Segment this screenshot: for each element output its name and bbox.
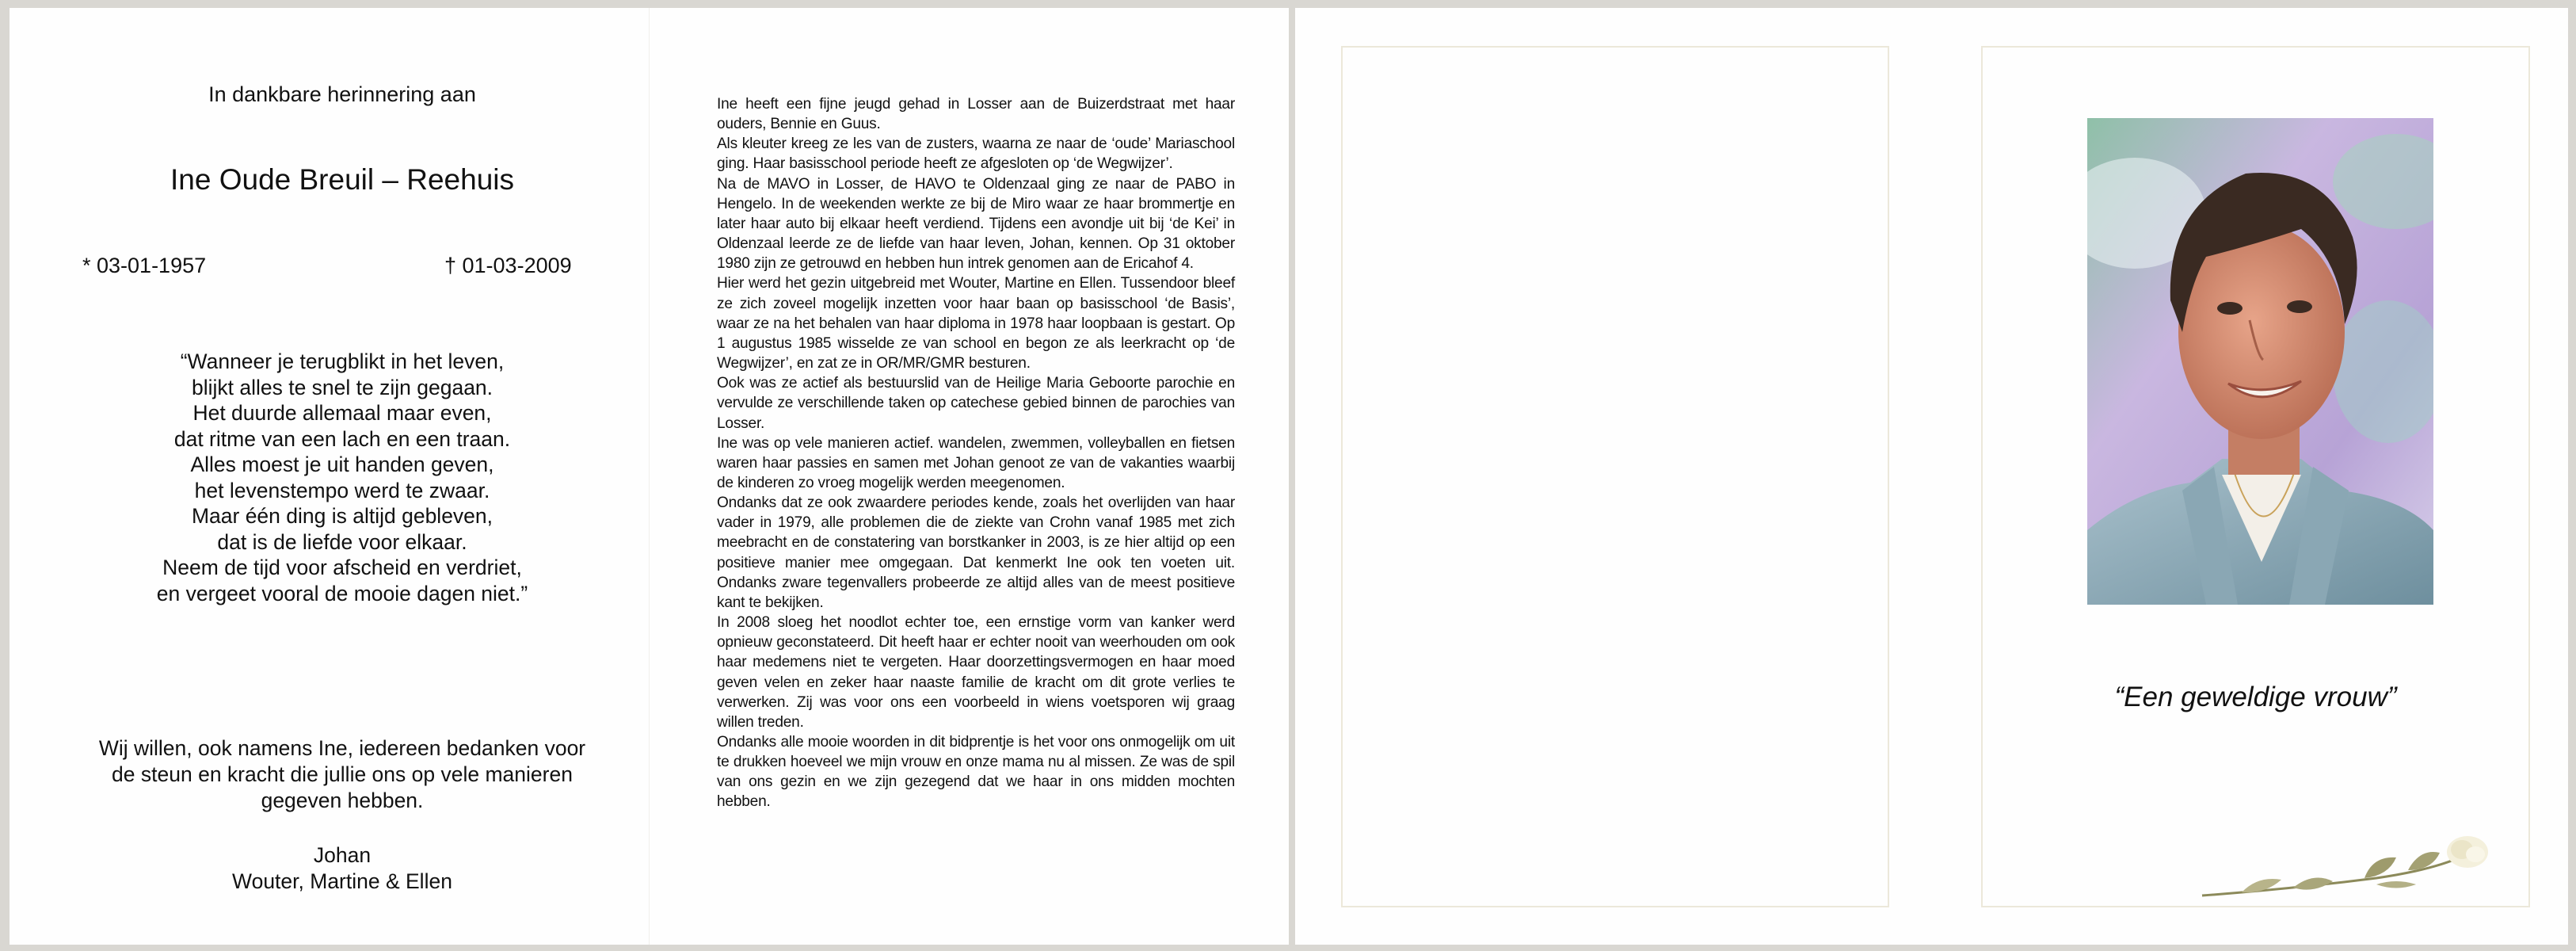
poem-line: blijkt alles te snel te zijn gegaan. <box>191 375 493 399</box>
card-outside-spread <box>1295 8 2568 945</box>
biography-paragraph: Ine was op vele manieren actief. wandelen, zwemmen, volleyballen en fietsen waren haar passies en samen met Johan genoot ze van de vakanties waarbij de kinderen zo vroeg mogelijk werden meegenomen. <box>717 434 1235 491</box>
card-inside-spread <box>10 8 1289 945</box>
biography <box>717 94 1235 812</box>
signature-line: Wouter, Martine & Ellen <box>232 869 452 893</box>
poem-line: Het duurde allemaal maar even, <box>192 401 492 425</box>
biography-paragraph: Na de MAVO in Losser, de HAVO te Oldenzaal ging ze naar de PABO in Hengelo. In de weekenden werkte ze bij de Miro waar ze haar brommertje en later haar auto bij elkaar heeft verdiend. Tijdens een avondje uit bij ‘de Kei’ in Oldenzaal leerde ze de liefde van haar leven, Johan, kennen. Op 31 oktober 1980 zijn ze getrouwd en hebben hun intrek genomen aan de Ericahof 4. <box>717 175 1235 273</box>
biography-paragraph: Ondanks dat ze ook zwaardere periodes kende, zoals het overlijden van haar vader in 1979, alle problemen die de ziekte van Crohn vanaf 1985 met zich meebracht en de constatering van borstkanker in 2003, is ze hier altijd op een positieve manier mee omgegaan. Dat kenmerkt Ine ook ten voeten uit. Ondanks zware tegenvallers probeerde ze altijd alles van de meest positieve kant te bekijken. <box>717 495 1235 611</box>
biography-paragraph: Hier werd het gezin uitgebreid met Wouter, Martine en Ellen. Tussendoor bleef ze zich zoveel mogelijk inzetten voor haar baan op basisschool ‘de Basis’, waar ze na het behalen van haar diploma in 1978 haar loopbaan is gestart. Op 1 augustus 1985 wisselde ze van school en begon ze als leerkracht op ‘de Wegwijzer’, en zat ze in OR/MR/GMR besturen. <box>717 275 1235 372</box>
poem-line: het levenstempo werd te zwaar. <box>194 478 490 502</box>
biography-paragraph: Als kleuter kreeg ze les van de zusters, waarna ze naar de ‘oude’ Mariaschool ging. Haar basisschool periode heeft ze afgesloten op ‘de Wegwijzer’. <box>717 136 1235 173</box>
thanks-line: de steun en kracht die jullie ons op vele manieren <box>112 762 573 786</box>
signature-line: Johan <box>313 843 372 867</box>
motto: “Een geweldige vrouw” <box>2114 682 2397 712</box>
deceased-name: Ine Oude Breuil – Reehuis <box>170 163 514 196</box>
poem-line: en vergeet vooral de mooie dagen niet.” <box>156 581 528 605</box>
rose-illustration <box>2194 832 2495 903</box>
poem-line: Maar één ding is altijd gebleven, <box>191 504 493 528</box>
fold-line <box>649 8 650 945</box>
blank-back-panel <box>1341 46 1889 907</box>
thanks-line: Wij willen, ook namens Ine, iedereen bedanken voor <box>98 736 586 760</box>
poem-line: Neem de tijd voor afscheid en verdriet, <box>162 556 522 579</box>
family-signature <box>89 842 596 895</box>
biography-paragraph: Ook was ze actief als bestuurslid van de Heilige Maria Geboorte parochie en vervulde ze verschillende taken op catechese gebied binnen de parochies van Losser. <box>717 375 1235 432</box>
biography-paragraph: Ondanks alle mooie woorden in dit bidprentje is het voor ons onmogelijk om uit te drukken hoeveel we mijn vrouw en onze mama nu al missen. Ze was de spil van ons gezin en we zijn gezegend dat we haar in ons midden mochten hebben. <box>717 734 1235 811</box>
poem <box>89 349 596 606</box>
biography-paragraph: Ine heeft een fijne jeugd gehad in Losser aan de Buizerdstraat met haar ouders, Bennie en Guus. <box>717 96 1235 133</box>
poem-line: “Wanneer je terugblikt in het leven, <box>180 349 505 373</box>
memorial-intro: In dankbare herinnering aan <box>208 82 476 106</box>
birth-date: * 03-01-1957 <box>82 254 207 277</box>
poem-line: Alles moest je uit handen geven, <box>190 453 494 476</box>
thanks-line: gegeven hebben. <box>261 789 424 812</box>
poem-line: dat is de liefde voor elkaar. <box>217 529 467 554</box>
biography-paragraph: In 2008 sloeg het noodlot echter toe, een ernstige vorm van kanker werd opnieuw geconstateerd. Dit heeft haar er echter nooit van weerhouden om ook haar medemens niet te vergeten. Haar doorzettingsvermogen en haar moed geven velen en zeker haar naaste familie de kracht om dit grote verlies te verwerken. Zij was voor ons een voorbeeld in wiens voetsporen wij graag willen treden. <box>717 614 1235 731</box>
thanks-message <box>81 735 604 814</box>
death-date: † 01-03-2009 <box>444 254 572 277</box>
portrait-photo <box>2087 118 2433 605</box>
poem-line: dat ritme van een lach en een traan. <box>173 426 511 451</box>
